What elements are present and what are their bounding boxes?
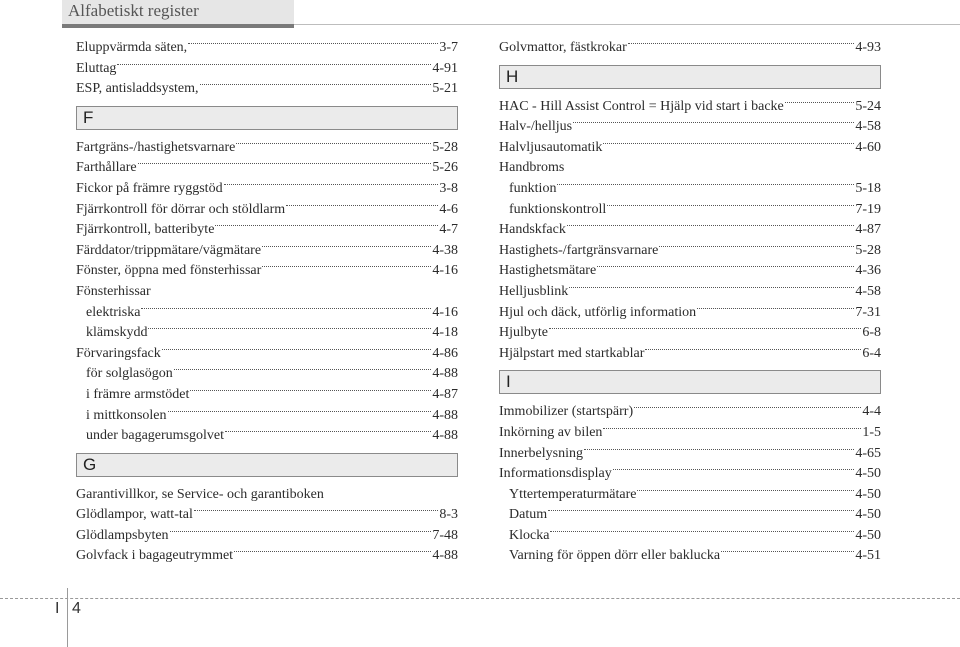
dot-leader <box>174 369 432 370</box>
entry-label: Fartgräns-/hastighetsvarnare <box>76 139 236 155</box>
entry-label: klämskydd <box>86 325 148 341</box>
footer-section-letter: I <box>55 600 60 617</box>
dot-leader <box>567 225 854 226</box>
index-entry <box>76 79 458 100</box>
entry-page-ref: 4-16 <box>432 304 458 320</box>
dot-leader <box>188 43 438 44</box>
dot-leader <box>168 411 432 412</box>
dot-leader <box>262 246 431 247</box>
index-entry <box>499 261 881 282</box>
entry-page-ref: 4-58 <box>855 119 881 135</box>
entry-page-ref: 4-50 <box>855 466 881 482</box>
dot-leader <box>634 407 861 408</box>
index-entry <box>76 344 458 365</box>
index-entry <box>76 38 458 59</box>
entry-label: Färddator/trippmätare/vägmätare <box>76 242 262 258</box>
index-entry <box>499 444 881 465</box>
entry-page-ref: 5-24 <box>855 98 881 114</box>
entry-label: funktion <box>509 180 557 196</box>
entry-label: Hjulbyte <box>499 325 548 341</box>
entry-label: Förvaringsfack <box>76 345 161 361</box>
entry-label: Varning för öppen dörr eller baklucka <box>509 548 721 564</box>
index-entry <box>499 97 881 118</box>
index-subentry <box>499 200 881 221</box>
entry-label: Fönster, öppna med fönsterhissar <box>76 263 262 279</box>
footer-rule <box>0 598 960 599</box>
footer-page-number: 4 <box>72 600 81 617</box>
entry-label: Yttertemperaturmätare <box>509 486 637 502</box>
entry-page-ref: 4-93 <box>855 40 881 55</box>
index-entry <box>76 282 458 303</box>
dot-leader <box>141 308 431 309</box>
entry-page-ref: 4-91 <box>432 60 458 76</box>
dot-leader <box>603 428 861 429</box>
index-entry <box>76 526 458 547</box>
section-letter: H <box>506 66 519 86</box>
entry-page-ref: 4-60 <box>855 139 881 155</box>
entry-page-ref: 4-18 <box>432 325 458 341</box>
entry-label: Hjul och däck, utförlig information <box>499 304 697 320</box>
index-entry <box>499 220 881 241</box>
entry-label: Golvmattor, fästkrokar <box>499 40 627 55</box>
entry-page-ref: 4-51 <box>855 548 881 564</box>
index-subentry <box>76 385 458 406</box>
entry-label: Inkörning av bilen <box>499 424 603 440</box>
dot-leader <box>569 287 854 288</box>
index-entry <box>499 303 881 324</box>
dot-leader <box>236 143 431 144</box>
dot-leader <box>262 266 431 267</box>
index-entry <box>499 282 881 303</box>
entry-label: Fjärrkontroll, batteribyte <box>76 222 215 238</box>
index-subentry <box>499 485 881 506</box>
entry-label: Glödlampsbyten <box>76 527 169 543</box>
entry-label: Fjärrkontroll för dörrar och stöldlarm <box>76 201 286 217</box>
entry-page-ref: 4-87 <box>855 222 881 238</box>
index-subentry <box>76 364 458 385</box>
entry-page-ref: 4-50 <box>855 486 881 502</box>
index-entry <box>499 464 881 485</box>
entry-page-ref: 5-21 <box>432 81 458 97</box>
footer-divider <box>67 588 68 647</box>
dot-leader <box>549 328 861 329</box>
dot-leader <box>557 184 854 185</box>
index-entry <box>76 220 458 241</box>
index-entry <box>499 402 881 423</box>
dot-leader <box>603 143 854 144</box>
index-entry <box>499 323 881 344</box>
entry-label: Helljusblink <box>499 283 569 299</box>
entry-label: i främre armstödet <box>86 386 190 402</box>
index-entry <box>76 261 458 282</box>
index-entry <box>499 138 881 159</box>
section-letter: F <box>83 107 94 127</box>
dot-leader <box>597 266 854 267</box>
dot-leader <box>721 551 854 552</box>
section-letter: G <box>83 454 97 474</box>
index-subentry <box>499 526 881 547</box>
index-entry <box>76 158 458 179</box>
page-title: Alfabetiskt register <box>68 1 199 20</box>
index-entry <box>499 117 881 138</box>
dot-leader <box>573 122 854 123</box>
entry-page-ref: 4-86 <box>432 345 458 361</box>
index-entry <box>76 179 458 200</box>
index-entry <box>499 241 881 262</box>
dot-leader <box>170 531 432 532</box>
entry-label: Handbroms <box>499 160 565 176</box>
entry-label: elektriska <box>86 304 141 320</box>
dot-leader <box>148 328 431 329</box>
dot-leader <box>190 390 431 391</box>
entry-page-ref: 4-88 <box>432 548 458 564</box>
dot-leader <box>215 225 438 226</box>
entry-label: Immobilizer (startspärr) <box>499 404 634 420</box>
entry-page-ref: 7-48 <box>432 527 458 543</box>
entry-label: Datum <box>509 507 548 523</box>
index-entry <box>76 200 458 221</box>
dot-leader <box>194 510 438 511</box>
entry-label: Klocka <box>509 527 550 543</box>
index-subentry <box>76 406 458 427</box>
entry-page-ref: 3-8 <box>439 180 458 196</box>
entry-page-ref: 4-7 <box>439 222 458 238</box>
entry-page-ref: 6-4 <box>862 345 881 361</box>
dot-leader <box>697 308 854 309</box>
dot-leader <box>613 469 855 470</box>
entry-label: i mittkonsolen <box>86 407 167 423</box>
entry-label: Fönsterhissar <box>76 283 151 299</box>
entry-page-ref: 5-28 <box>855 242 881 258</box>
entry-page-ref: 4-36 <box>855 263 881 279</box>
index-entry <box>76 485 458 506</box>
entry-label: Glödlampor, watt-tal <box>76 507 193 523</box>
dot-leader <box>659 246 854 247</box>
entry-page-ref: 4-6 <box>439 201 458 217</box>
index-entry <box>76 505 458 526</box>
entry-label: Eluppvärmda säten, <box>76 40 188 55</box>
entry-page-ref: 5-26 <box>432 160 458 176</box>
entry-page-ref: 4-88 <box>432 407 458 423</box>
entry-label: Hastighetsmätare <box>499 263 597 279</box>
entry-page-ref: 4-38 <box>432 242 458 258</box>
dot-leader <box>224 184 439 185</box>
index-entry <box>499 38 881 59</box>
entry-label: Golvfack i bagageutrymmet <box>76 548 234 564</box>
dot-leader <box>200 84 432 85</box>
entry-label: ESP, antisladdsystem, <box>76 81 199 97</box>
index-subentry <box>76 426 458 447</box>
entry-page-ref: 4-50 <box>855 527 881 543</box>
entry-label: Hjälpstart med startkablar <box>499 345 645 361</box>
entry-page-ref: 7-31 <box>855 304 881 320</box>
entry-page-ref: 4-88 <box>432 428 458 444</box>
entry-page-ref: 4-88 <box>432 366 458 382</box>
entry-label: Eluttag <box>76 60 117 76</box>
dot-leader <box>286 205 438 206</box>
entry-label: HAC - Hill Assist Control = Hjälp vid start i backe <box>499 98 784 114</box>
entry-label: Farthållare <box>76 160 137 176</box>
index-entry <box>499 158 881 179</box>
entry-page-ref: 4-58 <box>855 283 881 299</box>
index-column-right <box>499 38 881 567</box>
entry-page-ref: 4-87 <box>432 386 458 402</box>
entry-page-ref: 4-65 <box>855 445 881 461</box>
dot-leader <box>162 349 432 350</box>
entry-page-ref: 5-18 <box>855 180 881 196</box>
entry-label: Fickor på främre ryggstöd <box>76 180 223 196</box>
dot-leader <box>785 102 855 103</box>
index-entry <box>76 241 458 262</box>
entry-page-ref: 4-4 <box>862 404 881 420</box>
entry-label: Innerbelysning <box>499 445 583 461</box>
dot-leader <box>138 163 432 164</box>
section-header <box>499 65 881 89</box>
page-header <box>62 0 294 28</box>
dot-leader <box>550 531 854 532</box>
index-entry <box>499 344 881 365</box>
dot-leader <box>584 449 854 450</box>
entry-page-ref: 4-16 <box>432 263 458 279</box>
entry-page-ref: 6-8 <box>862 325 881 341</box>
dot-leader <box>628 43 855 44</box>
index-subentry <box>76 303 458 324</box>
dot-leader <box>607 205 854 206</box>
index-entry <box>76 546 458 567</box>
entry-page-ref: 7-19 <box>855 201 881 217</box>
index-subentry <box>499 546 881 567</box>
dot-leader <box>548 510 854 511</box>
entry-page-ref: 3-7 <box>439 40 458 55</box>
dot-leader <box>234 551 431 552</box>
section-header <box>76 106 458 130</box>
section-header <box>76 453 458 477</box>
section-header <box>499 370 881 394</box>
entry-label: Garantivillkor, se Service- och garantiboken <box>76 486 324 502</box>
dot-leader <box>225 431 431 432</box>
dot-leader <box>117 64 431 65</box>
entry-label: Halvljusautomatik <box>499 139 603 155</box>
entry-page-ref: 1-5 <box>862 424 881 440</box>
dot-leader <box>637 490 854 491</box>
dot-leader <box>645 349 861 350</box>
section-letter: I <box>506 372 511 392</box>
entry-label: under bagagerumsgolvet <box>86 428 225 444</box>
index-entry <box>76 138 458 159</box>
entry-page-ref: 8-3 <box>439 507 458 523</box>
index-entry <box>76 59 458 80</box>
index-column-left <box>76 38 458 567</box>
index-subentry <box>76 323 458 344</box>
entry-page-ref: 5-28 <box>432 139 458 155</box>
entry-label: för solglasögon <box>86 366 173 382</box>
entry-label: Halv-/helljus <box>499 119 573 135</box>
entry-label: Handskfack <box>499 222 566 238</box>
entry-label: funktionskontroll <box>509 201 607 217</box>
index-entry <box>499 423 881 444</box>
entry-label: Hastighets-/fartgränsvarnare <box>499 242 659 258</box>
header-rule <box>294 24 960 25</box>
index-subentry <box>499 505 881 526</box>
entry-label: Informationsdisplay <box>499 466 612 482</box>
entry-page-ref: 4-50 <box>855 507 881 523</box>
index-subentry <box>499 179 881 200</box>
